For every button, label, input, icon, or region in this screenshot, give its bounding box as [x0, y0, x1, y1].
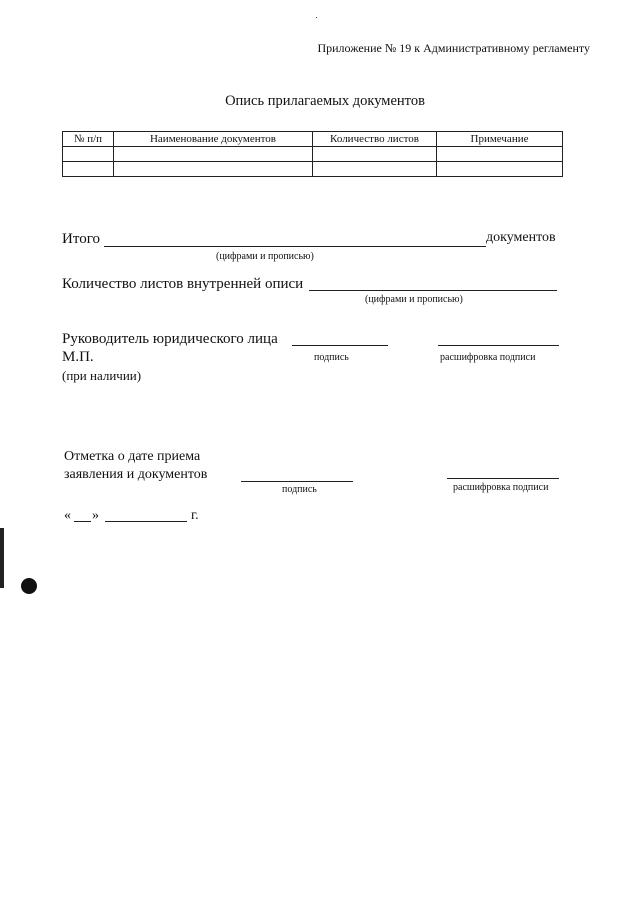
table-row	[63, 162, 563, 177]
total-field-line[interactable]	[104, 246, 486, 247]
documents-table	[62, 131, 563, 177]
column-header-name: Наименование документов	[114, 132, 313, 147]
receipt-signature-line[interactable]	[241, 481, 353, 482]
head-decode-line[interactable]	[438, 345, 559, 346]
receipt-signature-hint: подпись	[282, 484, 317, 495]
table-cell[interactable]	[114, 147, 313, 162]
table-cell[interactable]	[437, 162, 563, 177]
column-header-number: № п/п	[63, 132, 114, 147]
receipt-label-line2: заявления и документов	[64, 467, 208, 482]
scan-edge-mark	[0, 528, 4, 588]
table-row	[63, 147, 563, 162]
stamp-note: (при наличии)	[62, 368, 142, 383]
head-signature-line[interactable]	[292, 345, 388, 346]
appendix-note: Приложение № 19 к Административному регламенту	[317, 41, 590, 55]
date-year-suffix: г.	[191, 508, 199, 523]
total-label: Итого	[62, 231, 100, 247]
table-cell[interactable]	[437, 147, 563, 162]
date-month-line[interactable]	[105, 521, 187, 522]
sheets-label: Количество листов внутренней описи	[62, 276, 304, 292]
total-suffix: документов	[486, 230, 556, 245]
head-decode-hint: расшифровка подписи	[440, 352, 536, 363]
table-header-row	[63, 132, 563, 147]
table-cell[interactable]	[63, 162, 114, 177]
date-day-line[interactable]	[74, 521, 91, 522]
receipt-label-line1: Отметка о дате приема	[64, 449, 201, 464]
head-signature-hint: подпись	[314, 352, 349, 363]
scan-speck	[316, 17, 317, 18]
stamp-label: М.П.	[62, 349, 94, 365]
table-cell[interactable]	[313, 162, 437, 177]
date-close-quote: »	[92, 508, 99, 523]
receipt-decode-line[interactable]	[447, 478, 559, 479]
page-title: Опись прилагаемых документов	[225, 93, 425, 109]
date-open-quote: «	[64, 508, 71, 523]
table-cell[interactable]	[63, 147, 114, 162]
sheets-hint: (цифрами и прописью)	[365, 294, 463, 305]
head-label: Руководитель юридического лица	[62, 331, 278, 347]
receipt-decode-hint: расшифровка подписи	[453, 482, 549, 493]
punch-hole-mark	[21, 578, 37, 594]
column-header-sheets: Количество листов	[313, 132, 437, 147]
sheets-field-line[interactable]	[309, 290, 557, 291]
column-header-note: Примечание	[437, 132, 563, 147]
table-cell[interactable]	[114, 162, 313, 177]
table-cell[interactable]	[313, 147, 437, 162]
total-hint: (цифрами и прописью)	[216, 251, 314, 262]
